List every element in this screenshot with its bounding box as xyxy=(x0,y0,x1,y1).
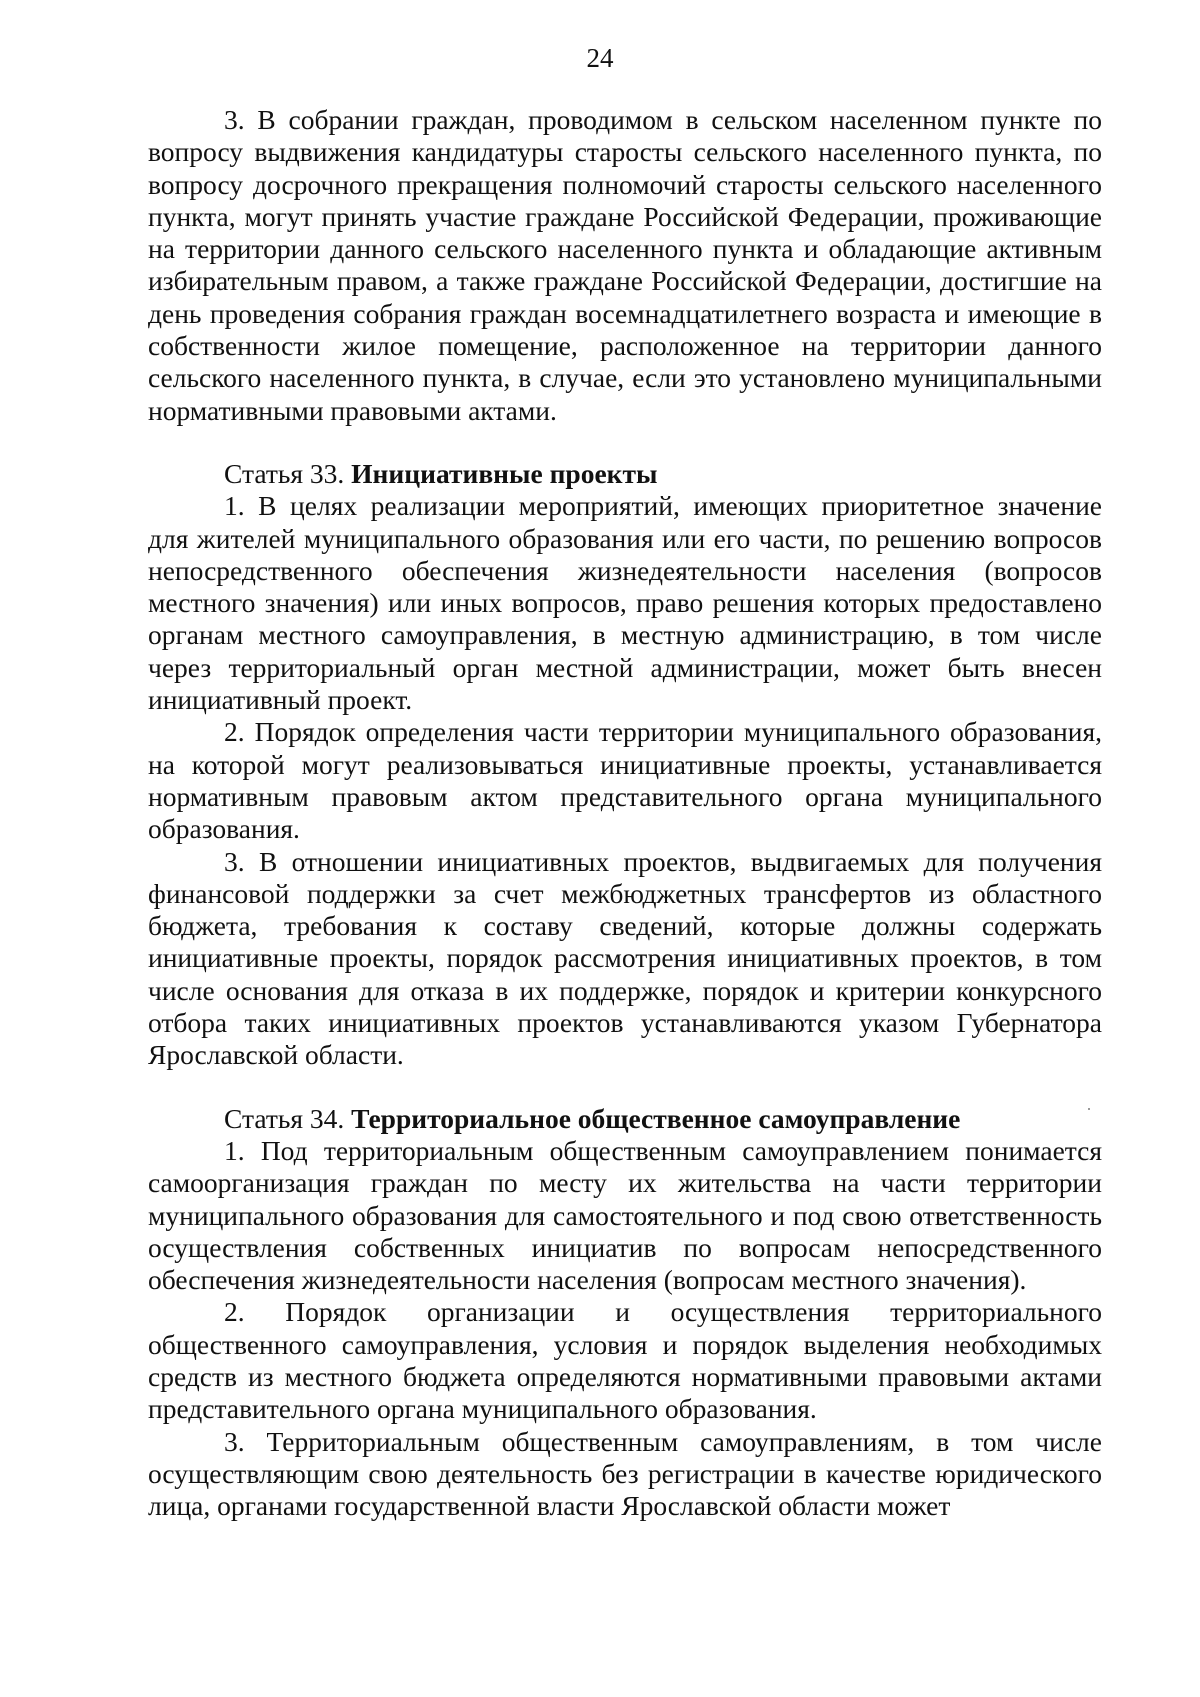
article-34-paragraph-3: 3. Территориальным общественным самоуправлениям, в том числе осуществляющим свою деятельность без регистрации в качестве юридического лица, органами государственной власти Ярославской области может xyxy=(148,1425,1102,1522)
article-34-title: Территориальное общественное самоуправление xyxy=(351,1102,961,1134)
article-34-paragraph-2: 2. Порядок организации и осуществления территориального общественного самоуправления, условия и порядок выделения необходимых средств из местного бюджета определяются нормативными правовыми актами представительного органа муниципального образования. xyxy=(148,1296,1102,1425)
article-34-heading xyxy=(148,1103,1102,1135)
article-33-paragraph-3: 3. В отношении инициативных проектов, выдвигаемых для получения финансовой поддержки за счет межбюджетных трансфертов из областного бюджета, требования к составу сведений, которые должны содержать инициативные проекты, порядок рассмотрения инициативных проектов, в том числе основания для отказа в их поддержке, порядок и критерии конкурсного отбора таких инициативных проектов устанавливаются указом Губернатора Ярославской области. xyxy=(148,845,1102,1071)
document-body xyxy=(148,104,1102,1522)
article-32-paragraph-3: 3. В собрании граждан, проводимом в сельском населенном пункте по вопросу выдвижения кандидатуры старосты сельского населенного пункта, по вопросу досрочного прекращения полномочий старосты сельского населенного пункта, могут принять участие граждане Российской Федерации, проживающие на территории данного сельского населенного пункта и обладающие активным избирательным правом, а также граждане Российской Федерации, достигшие на день проведения собрания граждан восемнадцатилетнего возраста и имеющие в собственности жилое помещение, расположенное на территории данного сельского населенного пункта, в случае, если это установлено муниципальными нормативными правовыми актами. xyxy=(148,104,1102,426)
article-33-paragraph-1: 1. В целях реализации мероприятий, имеющих приоритетное значение для жителей муниципального образования или его части, по решению вопросов непосредственного обеспечения жизнедеятельности населения (вопросов местного значения) или иных вопросов, право решения которых предоставлено органам местного самоуправления, в местную администрацию, в том числе через территориальный орган местной администрации, может быть внесен инициативный проект. xyxy=(148,490,1102,716)
scan-speck xyxy=(1088,1108,1090,1110)
article-33-label: Статья 33. xyxy=(224,457,345,489)
article-33-title: Инициативные проекты xyxy=(351,457,658,489)
article-33-heading xyxy=(148,458,1102,490)
article-34-paragraph-1: 1. Под территориальным общественным самоуправлением понимается самоорганизация граждан по месту их жительства на части территории муниципального образования для самостоятельного и под свою ответственность осуществления собственных инициатив по вопросам непосредственного обеспечения жизнедеятельности населения (вопросам местного значения). xyxy=(148,1134,1102,1296)
article-33-paragraph-2: 2. Порядок определения части территории муниципального образования, на которой могут реализовываться инициативные проекты, устанавливается нормативным правовым актом представительного органа муниципального образования. xyxy=(148,716,1102,845)
article-34-label: Статья 34. xyxy=(224,1102,345,1134)
page-number: 24 xyxy=(586,43,614,73)
